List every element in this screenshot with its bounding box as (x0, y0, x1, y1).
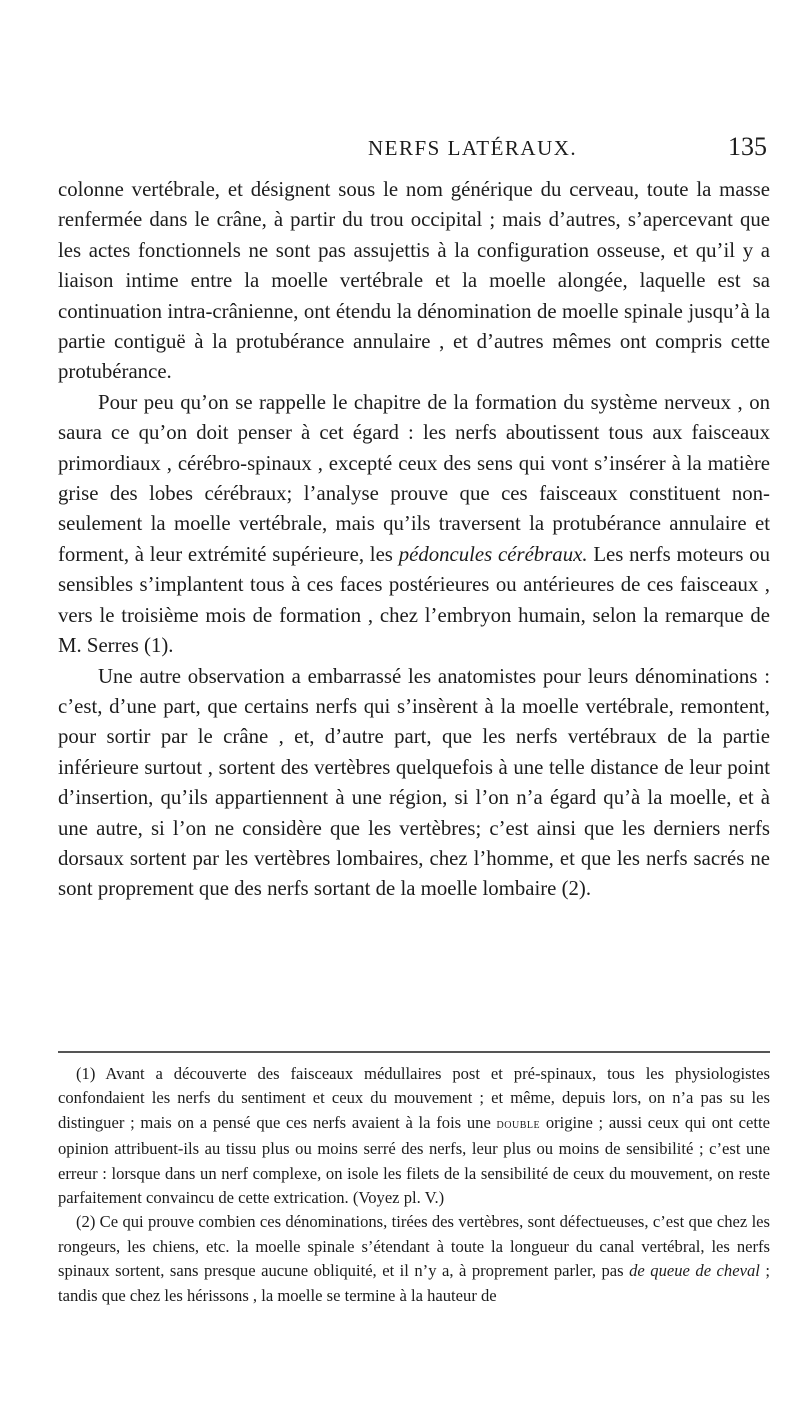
footnote-1-small-caps: double (496, 1116, 541, 1132)
footnote-2-italic: de queue de cheval (629, 1261, 760, 1281)
footnote-1-text-a: (1) Avant a découverte des faisceaux médullaires post et pré-spinaux, tous les physiologistes confondaient les nerfs du sentiment et ceux du mouvement ; et même, depuis lors, on n’a pas su les distinguer ; mais on a pensé que ces nerfs avaient à la fois une (58, 1064, 770, 1132)
main-text (58, 175, 770, 905)
paragraph-3: Une autre observation a embarrassé les anatomistes pour leurs dénominations : c’est, d’une part, que certains nerfs qui s’insèrent à la moelle vertébrale, remontent, pour sortir par le crâne , et, d’autre part, que les nerfs vertébraux de la partie inférieure surtout , sortent des vertèbres quelquefois à une telle distance de leur point d’insertion, qu’ils appartiennent à une région, si l’on n’a égard qu’à la moelle, et à une autre, si l’on ne considère que les vertèbres; c’est ainsi que les derniers nerfs dorsaux sortent par les vertèbres lombaires, chez l’homme, et que les nerfs sacrés ne sont proprement que des nerfs sortant de la moelle lombaire (2). (58, 664, 770, 901)
footnotes (58, 1062, 770, 1308)
paragraph-1: colonne vertébrale, et désignent sous le nom générique du cerveau, toute la masse renfermée dans le crâne, à partir du trou occipital ; mais d’autres, s’apercevant que les actes fonctionnels ne sont pas assujettis à la configuration osseuse, et qu’il y a liaison intime entre la moelle vertébrale et la moelle alongée, laquelle est sa continuation intra-crânienne, ont étendu la dénomination de moelle spinale jusqu’à la partie contiguë à la protubérance annulaire , et d’autres mêmes ont compris cette protubérance. (58, 178, 770, 384)
running-head: NERFS LATÉRAUX. (368, 136, 578, 160)
paragraph-2-text-a: Pour peu qu’on se rappelle le chapitre de la formation du système nerveux , on saura ce qu’on doit penser à cet égard : les nerfs aboutissent tous aux faisceaux primordiaux , cérébro-spinaux , excepté ceux des sens qui vont s’insérer à la matière grise des lobes cérébraux; l’analyse prouve que ces faisceaux constituent non-seulement la moelle vertébrale, mais qu’ils traversent la protubérance annulaire et forment, à leur extrémité supérieure, les (58, 390, 770, 566)
page-header (0, 132, 801, 168)
footnote-1-text-b: origine ; aussi ceux qui ont cette opinion attribuent-ils au tissu plus ou moins serré des nerfs, leur plus ou moins de sensibilité ; c’est une erreur : lorsque dans un nerf complexe, on isole les filets de la sensibilité de ceux du mouvement, on reste parfaitement convaincu de cette extrication. (Voyez pl. V.) (58, 1112, 770, 1208)
footnote-1 (58, 1062, 770, 1210)
paragraph-2-text-b: Les nerfs moteurs ou sensibles s’implantent tous à ces faces postérieures ou antérieures de ces faisceaux , vers le troisième mois de formation , chez l’embryon humain, selon la remarque de M. Serres (1). (58, 542, 771, 658)
footnote-divider (58, 1051, 770, 1053)
footnote-2-text-b: ; tandis que chez les hérissons , la moelle se termine à la hauteur de (58, 1261, 770, 1305)
footnote-2 (58, 1210, 770, 1308)
paragraph-2-italic: pédoncules cérébraux. (398, 542, 588, 566)
page-number: 135 (728, 132, 767, 161)
paragraph-2 (58, 388, 770, 662)
footnote-2-text-a: (2) Ce qui prouve combien ces dénominations, tirées des vertèbres, sont défectueuses, c’est que chez les rongeurs, les chiens, etc. la moelle spinale s’étendant à toute la longueur du canal vertébral, les nerfs spinaux sortent, sans presque aucune obliquité, et il n’y a, à proprement parler, pas (58, 1212, 770, 1281)
